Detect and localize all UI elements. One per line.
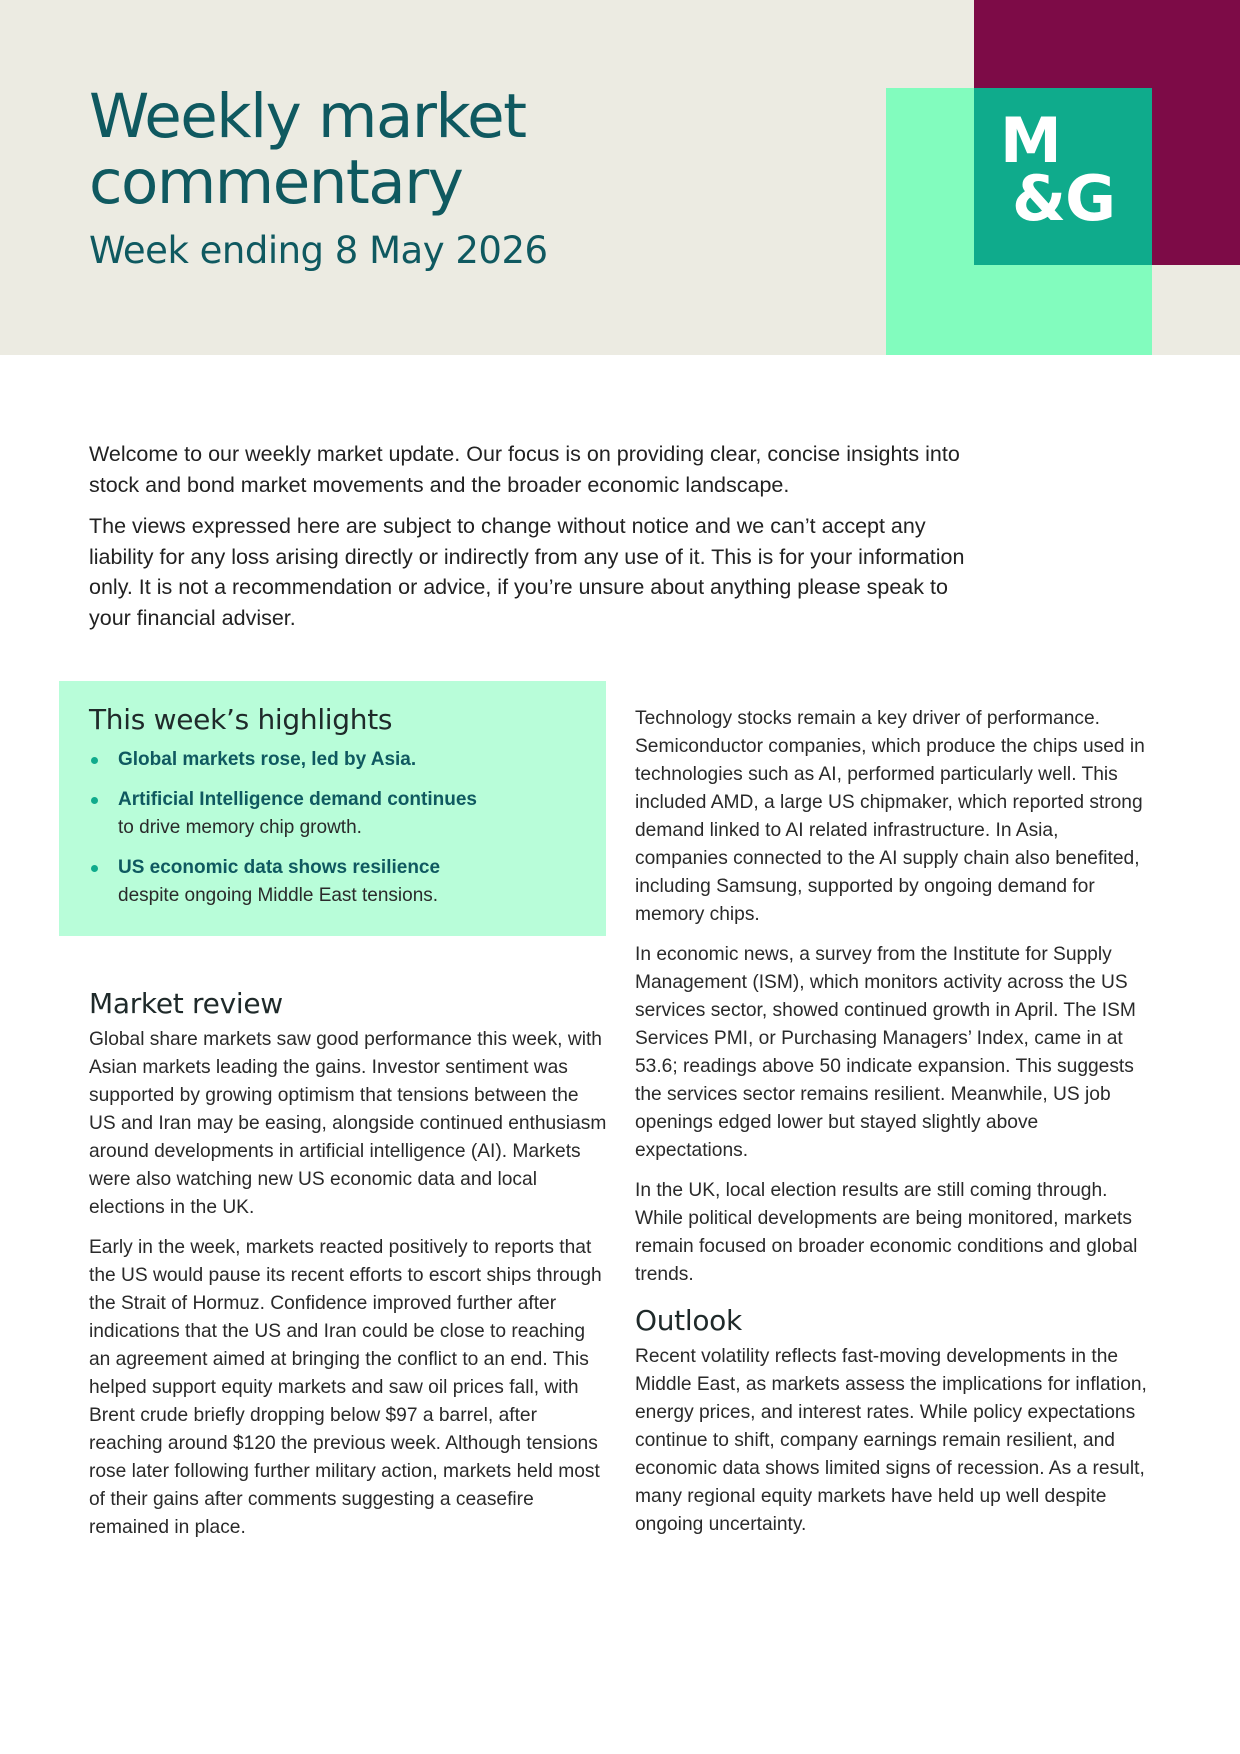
logo-wordmark: [1000, 104, 1140, 235]
page-subtitle: Week ending 8 May 2026: [89, 229, 548, 272]
highlights-heading: This week’s highlights: [89, 703, 393, 736]
market-review-paragraph: Early in the week, markets reacted positively to reports that the US would pause its recent efforts to escort ships through the Strait of Hormuz. Confidence improved further after indications that the US and Iran could be close to reaching an agreement aimed at bringing the conflict to an end. This helped support equity markets and saw oil prices fall, with Brent crude briefly dropping below $97 a barrel, after reaching around $120 the previous week. Although tensions rose later following further military action, markets held most of their gains after comments suggesting a ceasefire remained in place.: [89, 1237, 602, 1538]
outlook-paragraph: Recent volatility reflects fast-moving developments in the Middle East, as markets assess the implications for inflation, energy prices, and interest rates. While policy expectations continue to shift, company earnings remain resilient, and economic data shows limited signs of recession. As a result, many regional equity markets have held up well despite ongoing uncertainty.: [635, 1346, 1147, 1535]
list-item: [89, 746, 576, 774]
highlight-title: Artificial Intelligence demand continues: [118, 789, 477, 810]
list-item: [89, 854, 576, 910]
market-review-section: [89, 986, 609, 1554]
bullet-icon: [91, 797, 98, 804]
list-item: [89, 786, 576, 842]
intro-paragraph: Welcome to our weekly market update. Our focus is on providing clear, concise insights into stock and bond market movements and the broader economic landscape.: [89, 442, 960, 497]
body-paragraph: In economic news, a survey from the Institute for Supply Management (ISM), which monitors activity across the US services sector, showed continued growth in April. The ISM Services PMI, or Purchasing Managers’ Index, came in at 53.6; readings above 50 indicate expansion. This suggests the services sector remains resilient. Meanwhile, US job openings edged lower but stayed slightly above expectations.: [635, 944, 1136, 1161]
outlook-heading: Outlook: [635, 1304, 742, 1337]
intro: [89, 439, 989, 644]
page-title: Weekly market commentary: [89, 81, 526, 218]
market-review-paragraph: Global share markets saw good performance this week, with Asian markets leading the gains. Investor sentiment was supported by growing optimism that tensions between the US and Iran may be easing, alongside continued enthusiasm around developments in artificial intelligence (AI). Markets were also watching new US economic data and local elections in the UK.: [89, 1029, 607, 1218]
bullet-icon: [91, 865, 98, 872]
body-paragraph: In the UK, local election results are still coming through. While political developments are being monitored, markets remain focused on broader economic conditions and global trends.: [635, 1180, 1138, 1285]
highlights-box: [59, 681, 606, 936]
highlight-detail: to drive memory chip growth.: [118, 817, 362, 838]
highlight-detail: despite ongoing Middle East tensions.: [118, 885, 439, 906]
market-review-heading: Market review: [89, 987, 283, 1020]
highlights-list: [89, 746, 576, 910]
highlight-title: US economic data shows resilience: [118, 857, 441, 878]
disclaimer-paragraph: The views expressed here are subject to change without notice and we can’t accept any liability for any loss arising directly or indirectly from any use of it. This is for your information only. It is not a recommendation or advice, if you’re unsure about anything please speak to your financial adviser.: [89, 514, 965, 630]
body-paragraph: Technology stocks remain a key driver of performance. Semiconductor companies, which produce the chips used in technologies such as AI, performed particularly well. This included AMD, a large US chipmaker, which reported strong demand linked to AI related infrastructure. In Asia, companies connected to the AI supply chain also benefited, including Samsung, supported by ongoing demand for memory chips.: [635, 708, 1145, 925]
right-column: [635, 705, 1155, 1551]
logo-line-1: M: [1000, 104, 1061, 177]
highlight-title: Global markets rose, led by Asia.: [118, 749, 417, 770]
logo-line-2: &G: [1012, 162, 1115, 235]
bullet-icon: [91, 757, 98, 764]
